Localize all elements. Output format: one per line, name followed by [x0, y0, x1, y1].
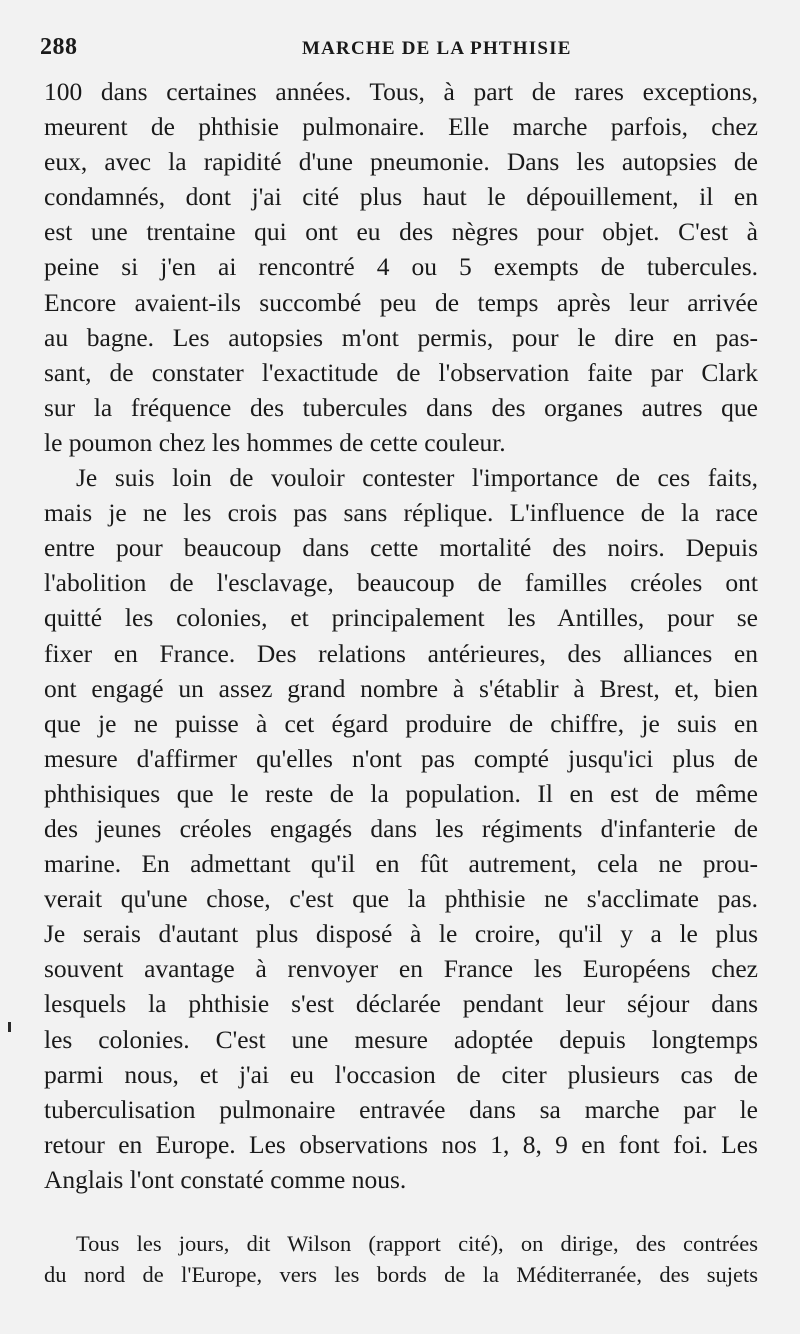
text-line: que je ne puisse à cet égard produire de chiffre, je suis en — [44, 708, 758, 738]
text-line: retour en Europe. Les observations nos 1, 8, 9 en font foi. Les — [44, 1129, 758, 1159]
text-line: le poumon chez les hommes de cette couleur. — [44, 427, 506, 457]
text-line: mais je ne les crois pas sans réplique. L'influence de la race — [44, 498, 758, 528]
text-line: sur la fréquence des tubercules dans des organes autres que — [44, 392, 758, 422]
text-line: du nord de l'Europe, vers les bords de la Méditerranée, des sujets — [44, 1262, 758, 1287]
body-text — [44, 74, 758, 1197]
text-line: Encore avaient-ils succombé peu de temps après leur arrivée — [44, 287, 758, 317]
paragraph-1 — [44, 74, 758, 460]
text-line: les colonies. C'est une mesure adoptée depuis longtemps — [44, 1024, 758, 1054]
text-line: fixer en France. Des relations antérieures, des alliances en — [44, 638, 758, 668]
page-header — [40, 34, 752, 64]
text-line: des jeunes créoles engagés dans les régiments d'infanterie de — [44, 813, 758, 843]
text-line: Tous les jours, dit Wilson (rapport cité), on dirige, des contrées — [76, 1231, 758, 1256]
quoted-paragraph — [44, 1228, 758, 1290]
text-line: eux, avec la rapidité d'une pneumonie. Dans les autopsies de — [44, 147, 758, 177]
text-line: sant, de constater l'exactitude de l'observation faite par Clark — [44, 357, 758, 387]
text-line: marine. En admettant qu'il en fût autrement, cela ne prou- — [44, 849, 758, 879]
text-line: condamnés, dont j'ai cité plus haut le dépouillement, il en — [44, 182, 758, 212]
text-line: phthisiques que le reste de la population. Il en est de même — [44, 778, 758, 808]
text-line: verait qu'une chose, c'est que la phthisie ne s'acclimate pas. — [44, 884, 758, 914]
margin-mark — [8, 1022, 11, 1032]
text-line: au bagne. Les autopsies m'ont permis, pour le dire en pas- — [44, 322, 758, 352]
text-line: Anglais l'ont constaté comme nous. — [44, 1164, 407, 1194]
text-line: ont engagé un assez grand nombre à s'établir à Brest, et, bien — [44, 673, 758, 703]
text-line: souvent avantage à renvoyer en France les Européens chez — [44, 954, 758, 984]
text-line: mesure d'affirmer qu'elles n'ont pas compté jusqu'ici plus de — [44, 743, 758, 773]
text-line: quitté les colonies, et principalement les Antilles, pour se — [44, 603, 758, 633]
running-title: MARCHE DE LA PHTHISIE — [302, 38, 572, 59]
text-line: entre pour beaucoup dans cette mortalité des noirs. Depuis — [44, 533, 758, 563]
text-line: parmi nous, et j'ai eu l'occasion de citer plusieurs cas de — [44, 1059, 758, 1089]
text-line: peine si j'en ai rencontré 4 ou 5 exempts de tubercules. — [44, 252, 758, 282]
paragraph-2 — [44, 460, 758, 1197]
text-line: tuberculisation pulmonaire entravée dans sa marche par le — [44, 1094, 758, 1124]
text-line: lesquels la phthisie s'est déclarée pendant leur séjour dans — [44, 989, 758, 1019]
text-line: 100 dans certaines années. Tous, à part de rares exceptions, — [44, 77, 758, 106]
text-line: meurent de phthisie pulmonaire. Elle marche parfois, chez — [44, 112, 758, 142]
text-line: Je serais d'autant plus disposé à le croire, qu'il y a le plus — [44, 919, 758, 949]
page-number: 288 — [40, 34, 78, 60]
text-line: est une trentaine qui ont eu des nègres pour objet. C'est à — [44, 217, 758, 247]
text-line: l'abolition de l'esclavage, beaucoup de familles créoles ont — [44, 568, 758, 598]
text-line: Je suis loin de vouloir contester l'importance de ces faits, — [76, 463, 758, 493]
